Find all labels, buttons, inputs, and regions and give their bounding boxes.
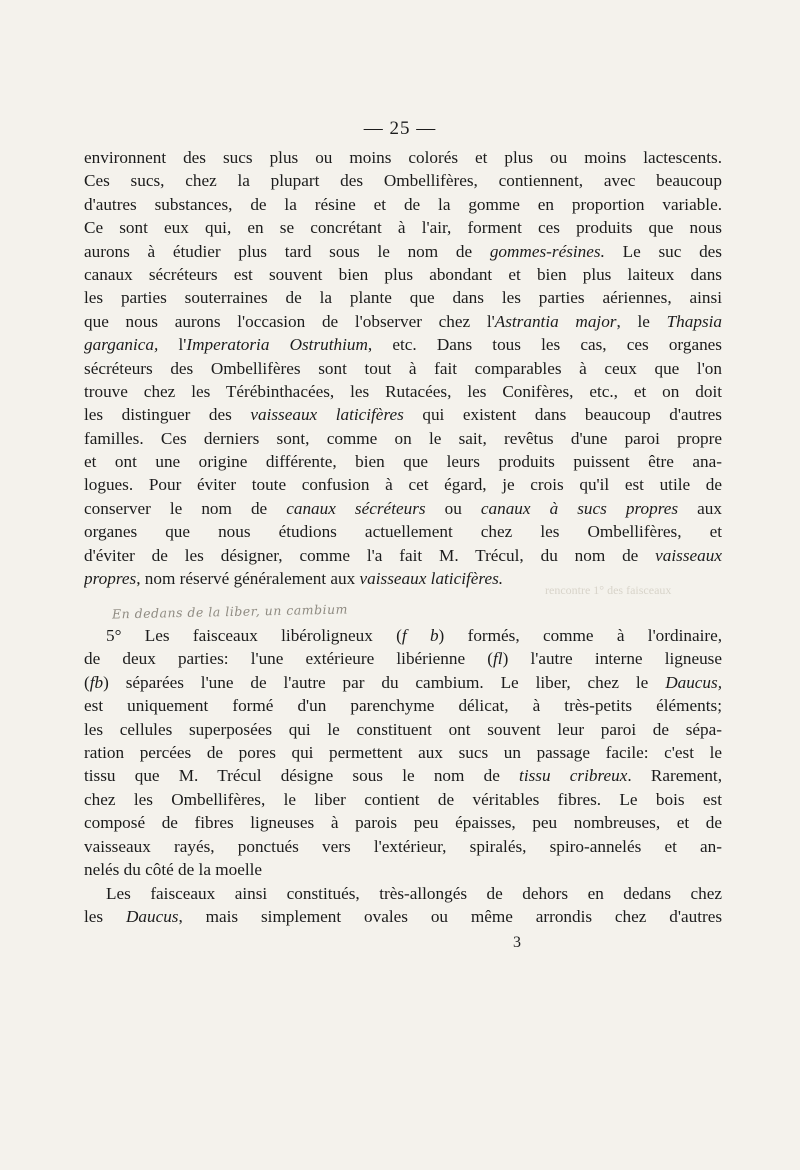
handwritten-annotation: En dedans de la liber, un cambium bbox=[111, 601, 349, 622]
text-run: les cellules superposées qui le constituent ont souvent leur paroi de sépa- bbox=[84, 719, 722, 739]
paragraph-2 bbox=[84, 624, 722, 881]
text-line bbox=[84, 764, 722, 787]
italic-term: fl bbox=[493, 649, 503, 669]
text-run: composé de fibres ligneuses à parois peu épaisses, peu nombreuses, et de bbox=[84, 813, 722, 833]
italic-term: fb bbox=[89, 672, 104, 692]
text-run: ) séparées l'une de l'autre par du cambium. Le liber, chez le bbox=[103, 672, 666, 692]
text-run: ( bbox=[84, 672, 90, 692]
text-run: Ce sont eux qui, en se concrétant à l'air, forment ces produits que nous bbox=[84, 218, 722, 238]
italic-term: vaisseaux laticifères bbox=[250, 405, 404, 425]
text-run: ) l'autre interne ligneuse bbox=[502, 649, 722, 669]
paragraph-3 bbox=[84, 882, 722, 929]
text-line bbox=[84, 286, 722, 309]
text-run: Les faisceaux ainsi constitués, très-allongés de dehors en dedans chez bbox=[106, 884, 722, 903]
text-run: Ces sucs, chez la plupart des Ombellifères, contiennent, avec beaucoup bbox=[84, 171, 722, 191]
text-run: logues. Pour éviter toute confusion à cet égard, je crois qu'il est utile de bbox=[84, 475, 722, 495]
text-line bbox=[84, 811, 722, 834]
text-line bbox=[84, 263, 722, 286]
text-line bbox=[84, 835, 722, 858]
text-run: Le suc des bbox=[604, 241, 722, 261]
italic-term: Astrantia major bbox=[494, 311, 617, 331]
text-run: les bbox=[84, 907, 126, 927]
text-run: canaux sécréteurs est souvent bien plus abondant et bien plus laiteux dans bbox=[84, 264, 722, 284]
text-line bbox=[84, 718, 722, 741]
text-line bbox=[84, 671, 722, 694]
text-run: tissu que M. Trécul désigne sous le nom de bbox=[84, 766, 520, 786]
text-run: que nous aurons l'occasion de l'observer chez l' bbox=[84, 311, 495, 331]
text-run: sécréteurs des Ombellifères sont tout à fait comparables à ceux que l'on bbox=[84, 358, 722, 378]
text-run: , le bbox=[616, 311, 667, 331]
text-line bbox=[84, 310, 722, 333]
text-line bbox=[84, 240, 722, 263]
text-run: nelés du côté de la moelle bbox=[84, 859, 263, 879]
signature-mark: 3 bbox=[513, 934, 521, 951]
show-through-text: rencontre 1° des faisceaux bbox=[545, 583, 672, 597]
italic-term: propres bbox=[84, 569, 137, 589]
text-run: d'autres substances, de la résine et de la gomme en proportion variable. bbox=[84, 194, 722, 214]
text-line bbox=[84, 427, 722, 450]
text-line bbox=[84, 647, 722, 670]
italic-term: garganica, bbox=[84, 335, 159, 355]
text-run: , mais simplement ovales ou même arrondis chez d'autres bbox=[178, 907, 722, 927]
text-line bbox=[84, 858, 722, 881]
italic-term: Imperatoria Ostruthium bbox=[186, 335, 368, 355]
text-line bbox=[84, 216, 722, 239]
italic-term: tissu cribreux bbox=[519, 766, 628, 786]
text-line bbox=[84, 450, 722, 473]
text-run: qui existent dans beaucoup d'autres bbox=[403, 405, 722, 425]
text-run: et ont une origine différente, bien que leurs produits puissent être ana- bbox=[84, 452, 722, 472]
italic-term: canaux sécréteurs bbox=[286, 498, 426, 518]
text-line bbox=[84, 403, 722, 426]
italic-term: Daucus, bbox=[665, 672, 722, 692]
text-line bbox=[84, 544, 722, 567]
italic-term: gommes-résines. bbox=[489, 241, 605, 261]
text-line bbox=[84, 333, 722, 356]
text-run: l' bbox=[158, 335, 187, 355]
text-run: les parties souterraines de la plante que dans les parties aériennes, ainsi bbox=[84, 288, 722, 308]
text-run: d'éviter de les désigner, comme l'a fait M. Trécul, du nom de bbox=[84, 545, 656, 565]
text-run: trouve chez les Térébinthacées, les Rutacées, les Conifères, etc., et on doit bbox=[84, 381, 722, 401]
text-line bbox=[84, 882, 722, 905]
paragraph-1 bbox=[84, 146, 722, 590]
italic-term: canaux à sucs propres bbox=[480, 498, 679, 518]
text-line bbox=[84, 380, 722, 403]
text-run: . Rarement, bbox=[627, 766, 722, 786]
text-line bbox=[84, 473, 722, 496]
text-run: , nom réservé généralement aux bbox=[136, 569, 360, 589]
text-line bbox=[84, 169, 722, 192]
italic-term: f b bbox=[401, 626, 439, 645]
text-run: ou bbox=[425, 498, 481, 518]
text-run: familles. Ces derniers sont, comme on le sait, revêtus d'une paroi propre bbox=[84, 428, 722, 448]
text-line bbox=[84, 788, 722, 811]
text-run: chez les Ombellifères, le liber contient de véritables fibres. Le bois est bbox=[84, 789, 722, 809]
italic-term: Thapsia bbox=[666, 311, 722, 331]
text-run: ) formés, comme à l'ordinaire, bbox=[438, 626, 722, 645]
text-line bbox=[84, 146, 722, 169]
italic-term: vaisseaux bbox=[655, 545, 722, 565]
text-run: , etc. Dans tous les cas, ces organes bbox=[367, 335, 722, 355]
text-run: ration percées de pores qui permettent aux sucs un passage facile: c'est le bbox=[84, 742, 722, 762]
text-run: de deux parties: l'une extérieure libérienne ( bbox=[84, 649, 493, 669]
text-line bbox=[84, 357, 722, 380]
text-line bbox=[84, 520, 722, 543]
text-line bbox=[84, 694, 722, 717]
italic-term: vaisseaux laticifères. bbox=[359, 569, 504, 589]
text-line bbox=[84, 905, 722, 928]
text-line bbox=[84, 497, 722, 520]
text-run: environnent des sucs plus ou moins colorés et plus ou moins lactescents. bbox=[84, 148, 722, 167]
text-line bbox=[84, 624, 722, 647]
text-run: organes que nous étudions actuellement chez les Ombellifères, et bbox=[84, 522, 722, 542]
text-line bbox=[84, 741, 722, 764]
text-run: est uniquement formé d'un parenchyme délicat, à très-petits éléments; bbox=[84, 696, 722, 716]
text-run: vaisseaux rayés, ponctués vers l'extérieur, spiralés, spiro-annelés et an- bbox=[84, 836, 722, 856]
text-line bbox=[84, 567, 722, 590]
text-line bbox=[84, 193, 722, 216]
text-run: conserver le nom de bbox=[84, 498, 287, 518]
text-run: 5° Les faisceaux libéroligneux ( bbox=[106, 626, 402, 645]
text-run: les distinguer des bbox=[84, 405, 251, 425]
text-run: aux bbox=[678, 498, 722, 518]
italic-term: Daucus bbox=[125, 907, 179, 927]
text-run: aurons à étudier plus tard sous le nom de bbox=[84, 241, 490, 261]
page-number: — 25 — bbox=[363, 118, 437, 139]
